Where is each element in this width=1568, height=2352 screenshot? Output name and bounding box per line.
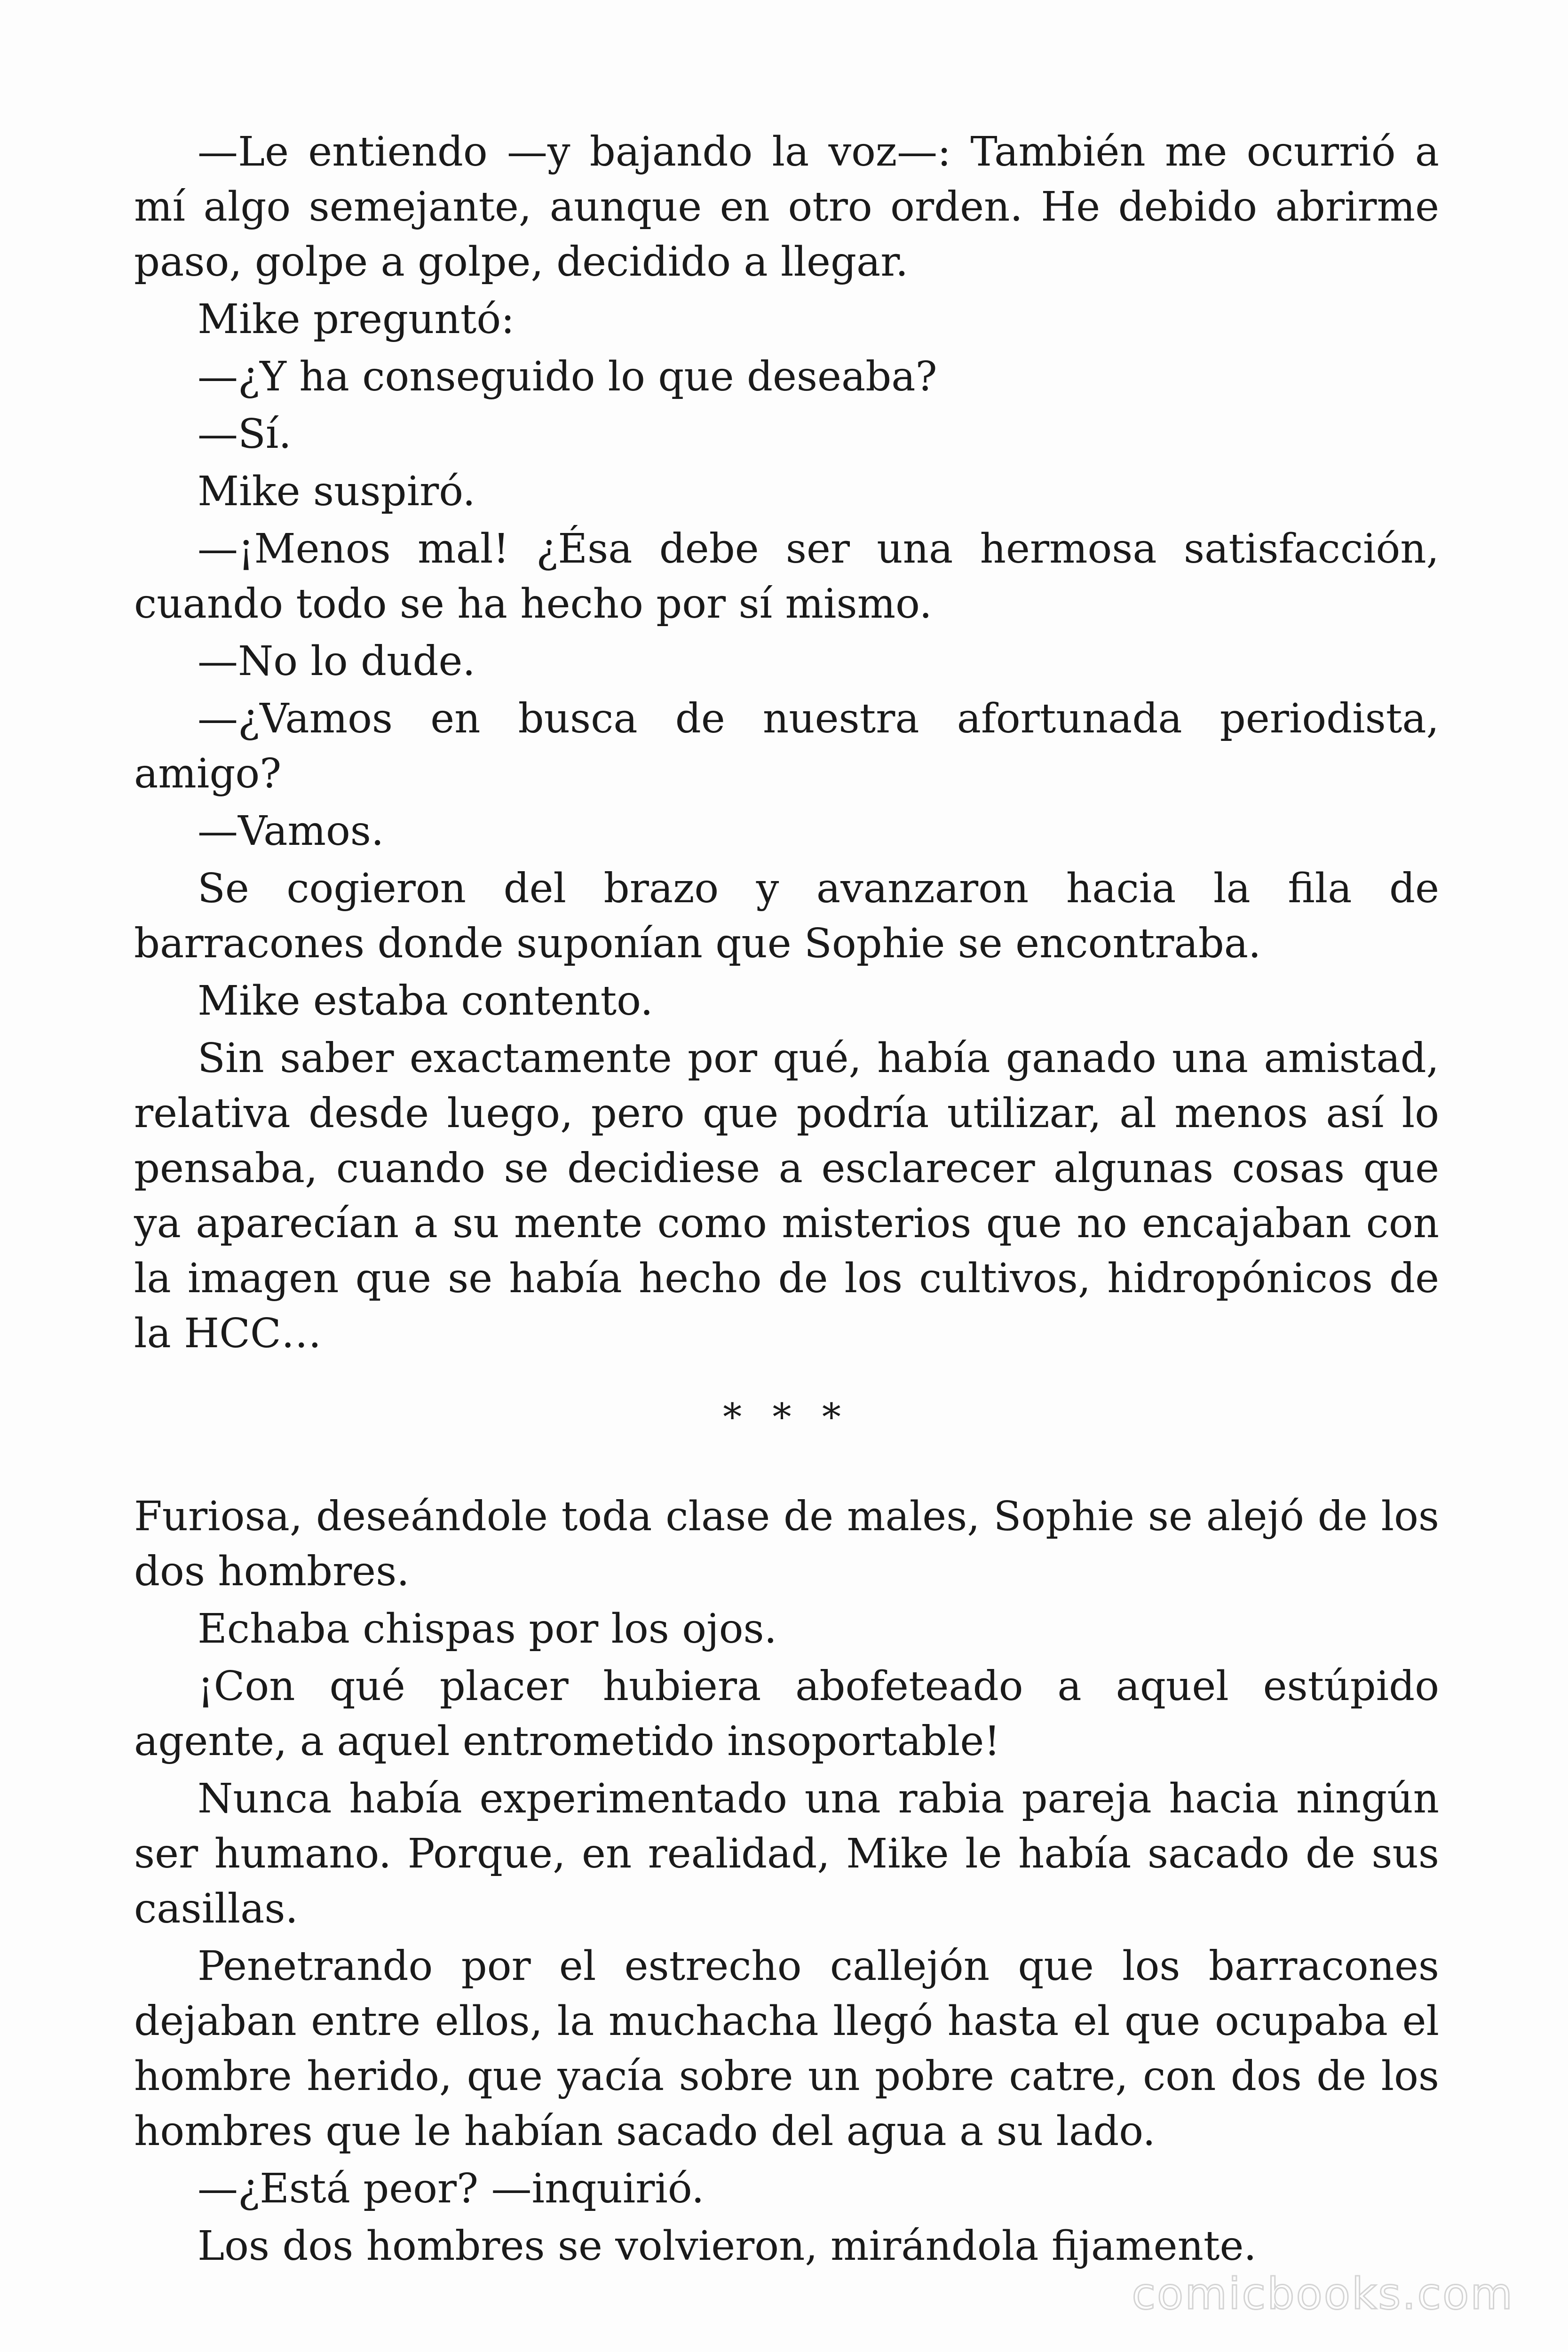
paragraph: Nunca había experimentado una rabia pareja hacia ningún ser humano. Porque, en realidad, Mike le había sacado de sus casillas. — [134, 1775, 1439, 1932]
watermark: comicbooks.com — [1132, 2269, 1514, 2319]
paragraph: —Vamos. — [198, 808, 384, 855]
text-column — [134, 125, 1439, 2276]
paragraph: —¿Y ha conseguido lo que deseaba? — [198, 353, 937, 400]
paragraph: —Le entiendo —y bajando la voz—: También me ocurrió a mí algo semejante, aunque en otro orden. He debido abrirme paso, golpe a golpe, decidido a llegar. — [134, 128, 1439, 286]
paragraph: Penetrando por el estrecho callejón que los barracones dejaban entre ellos, la muchacha llegó hasta el que ocupaba el hombre herido, que yacía sobre un pobre catre, con dos de los hombres que le habían sacado del agua a su lado. — [134, 1943, 1439, 2155]
paragraph: Mike estaba contento. — [198, 977, 653, 1025]
paragraph: —Sí. — [198, 411, 292, 458]
paragraph: —No lo dude. — [198, 638, 475, 685]
paragraph: Furiosa, deseándole toda clase de males, Sophie se alejó de los dos hombres. — [134, 1493, 1439, 1595]
paragraph: Sin saber exactamente por qué, había ganado una amistad, relativa desde luego, pero que podría utilizar, al menos así lo pensaba, cuando se decidiese a esclarecer algunas cosas que ya aparecían a su mente como misterios que no encajaban con la imagen que se había hecho de los cultivos, hidropónicos de la HCC… — [134, 1035, 1439, 1357]
paragraph: Los dos hombres se volvieron, mirándola fijamente. — [198, 2223, 1257, 2270]
paragraph: Mike preguntó: — [198, 296, 515, 343]
paragraph: Se cogieron del brazo y avanzaron hacia la fila de barracones donde suponían que Sophie se encontraba. — [134, 865, 1439, 967]
scene-break: * * * — [723, 1395, 850, 1439]
paragraph: —¡Menos mal! ¿Ésa debe ser una hermosa satisfacción, cuando todo se ha hecho por sí mismo. — [134, 525, 1439, 628]
paragraph: —¿Está peor? —inquirió. — [198, 2165, 705, 2212]
paragraph: Mike suspiró. — [198, 468, 475, 515]
paragraph: ¡Con qué placer hubiera abofeteado a aquel estúpido agente, a aquel entrometido insoportable! — [134, 1663, 1439, 1765]
paragraph: —¿Vamos en busca de nuestra afortunada periodista, amigo? — [134, 695, 1439, 797]
paragraph: Echaba chispas por los ojos. — [198, 1605, 777, 1653]
